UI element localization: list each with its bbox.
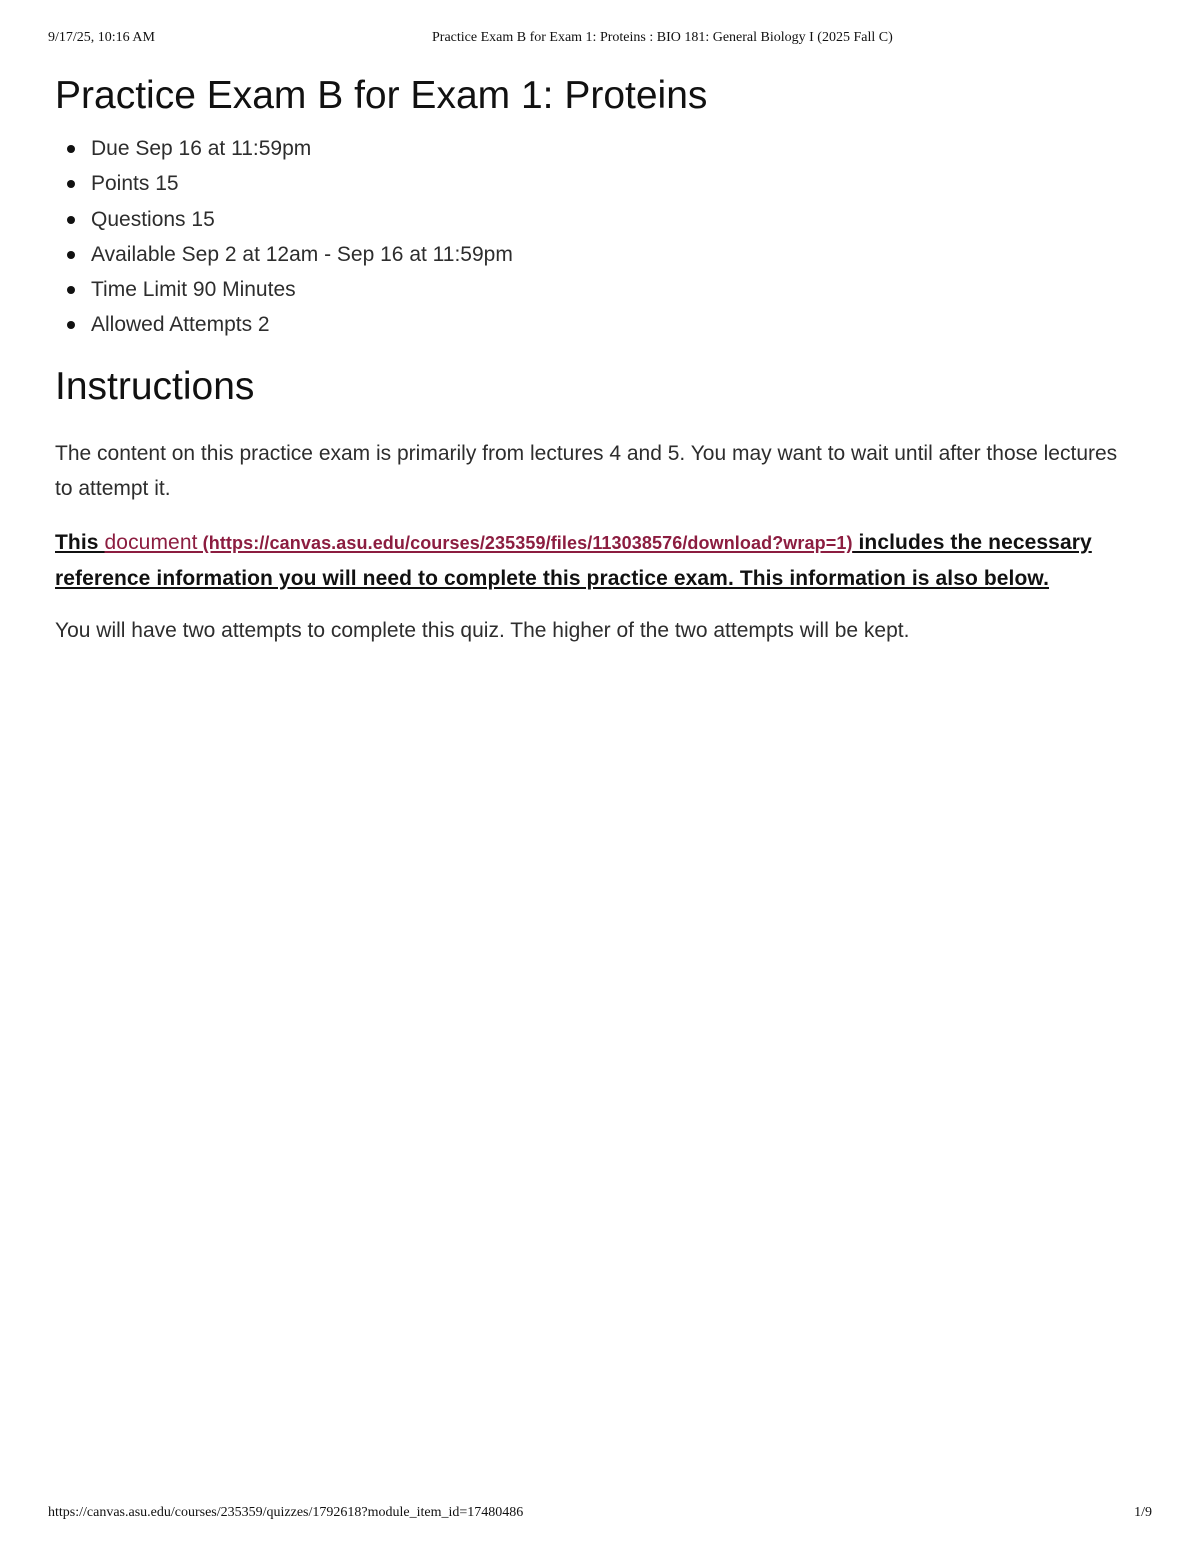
bullet-icon [67,180,75,188]
detail-attempts-text: Allowed Attempts 2 [91,313,270,337]
quiz-details-list [55,131,1135,343]
bullet-icon [67,321,75,329]
reference-note [55,525,1135,596]
print-page-number: 1/9 [1134,1505,1152,1520]
detail-available [55,237,1135,272]
detail-points-text: Points 15 [91,172,179,196]
print-footer [48,1505,1152,1525]
reference-prefix: This [55,530,105,554]
print-page-title: Practice Exam B for Exam 1: Proteins : BIO 181: General Biology I (2025 Fall C) [432,30,893,45]
detail-attempts [55,307,1135,342]
bullet-icon [67,251,75,259]
detail-time-limit-text: Time Limit 90 Minutes [91,278,296,302]
print-url: https://canvas.asu.edu/courses/235359/quizzes/1792618?module_item_id=17480486 [48,1505,524,1520]
quiz-title: Practice Exam B for Exam 1: Proteins [55,74,708,117]
instructions-heading: Instructions [55,364,255,408]
bullet-icon [67,145,75,153]
detail-questions [55,202,1135,237]
quiz-content [55,72,1135,648]
detail-due [55,131,1135,166]
document-link[interactable] [105,531,853,554]
bullet-icon [67,216,75,224]
detail-points [55,166,1135,201]
detail-questions-text: Questions 15 [91,207,215,231]
detail-available-text: Available Sep 2 at 12am - Sep 16 at 11:59pm [91,242,513,266]
document-link-text: document [104,530,198,554]
detail-time-limit [55,272,1135,307]
detail-due-text: Due Sep 16 at 11:59pm [91,137,312,160]
print-header [48,30,1152,50]
instructions-intro: The content on this practice exam is primarily from lectures 4 and 5. You may want to wait until after those lectures to attempt it. [55,441,1118,500]
reference-suffix: includes the necessary reference information you will need to complete this practice exam. This information is also below. [55,530,1092,590]
print-datetime: 9/17/25, 10:16 AM [48,30,155,45]
bullet-icon [67,286,75,294]
document-link-url: (https://canvas.asu.edu/courses/235359/files/113038576/download?wrap=1) [197,532,853,553]
attempts-note: You will have two attempts to complete this quiz. The higher of the two attempts will be kept. [55,618,910,642]
